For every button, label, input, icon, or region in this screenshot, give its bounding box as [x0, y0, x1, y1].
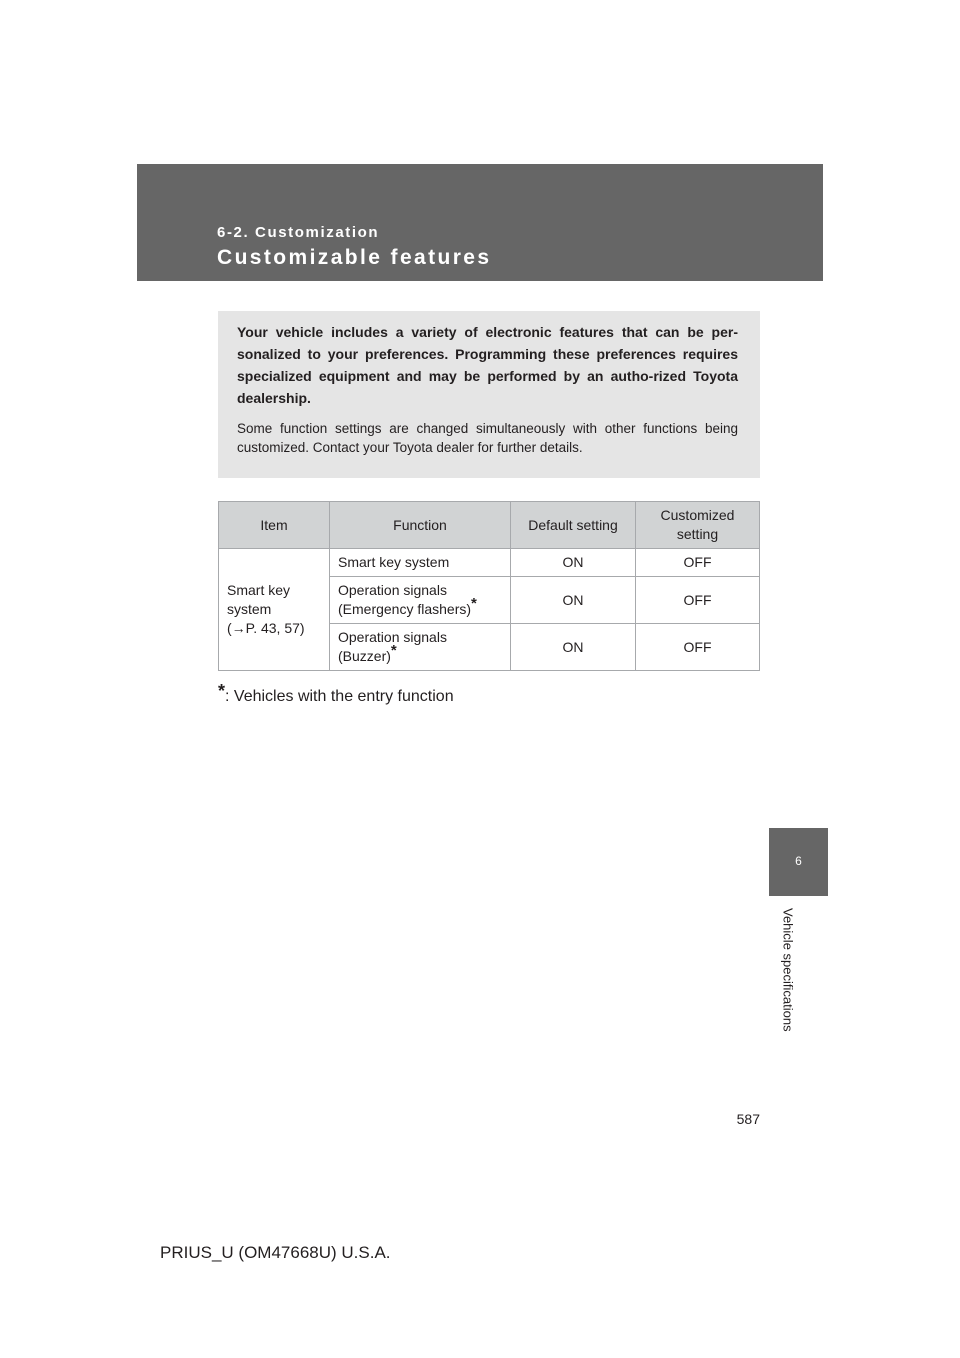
function-text: Operation signals [338, 582, 447, 598]
header-band [137, 164, 823, 281]
function-text: Smart key system [338, 554, 450, 570]
footnote-star: * [218, 681, 226, 701]
page-number: 587 [736, 1111, 760, 1127]
function-cell [330, 624, 511, 671]
default-setting-cell: ON [511, 549, 636, 577]
customized-setting-cell: OFF [636, 549, 760, 577]
intro-normal-text: Some function settings are changed simultaneously with other functions being customized. Contact your Toyota dealer for further details. [237, 421, 738, 455]
table-row [219, 549, 760, 577]
header-customized-setting: Customized setting [636, 502, 760, 549]
table-header-row [219, 502, 760, 549]
function-cell [330, 577, 511, 624]
chapter-label-container [779, 908, 797, 1048]
item-line-1: Smart key [227, 582, 291, 598]
item-page-reference: (→P. 43, 57) [227, 620, 305, 636]
customized-setting-cell: OFF [636, 577, 760, 624]
document-id: PRIUS_U (OM47668U) U.S.A. [160, 1243, 391, 1262]
function-cell [330, 549, 511, 577]
footnote-marker: * [471, 595, 477, 612]
customized-setting-cell: OFF [636, 624, 760, 671]
footnote [218, 681, 454, 706]
function-text-detail: (Emergency flashers) [338, 601, 472, 617]
footnote-marker: * [390, 642, 397, 659]
chapter-number: 6 [795, 854, 802, 868]
function-text: Operation signals [338, 629, 447, 645]
item-cell [219, 549, 330, 671]
chapter-tab [769, 828, 828, 896]
function-text-detail: (Buzzer) [338, 648, 391, 664]
header-default-setting: Default setting [511, 502, 636, 549]
default-setting-cell: ON [511, 624, 636, 671]
page-title: Customizable features [217, 246, 492, 269]
item-line-2: system [227, 601, 272, 617]
chapter-label: Vehicle specifications [780, 908, 796, 1032]
header-function: Function [330, 502, 511, 549]
default-setting-cell: ON [511, 577, 636, 624]
customization-table [218, 501, 760, 671]
intro-box [218, 311, 760, 478]
section-label: 6-2. Customization [217, 224, 380, 241]
intro-bold-text: Your vehicle includes a variety of electronic features that can be per-sonalized to your preferences. Programming these preferences requires specialized equipment and may be performed by an autho-rized Toyota dealership. [237, 324, 738, 406]
footnote-text: : Vehicles with the entry function [225, 688, 454, 705]
header-item: Item [219, 502, 330, 549]
